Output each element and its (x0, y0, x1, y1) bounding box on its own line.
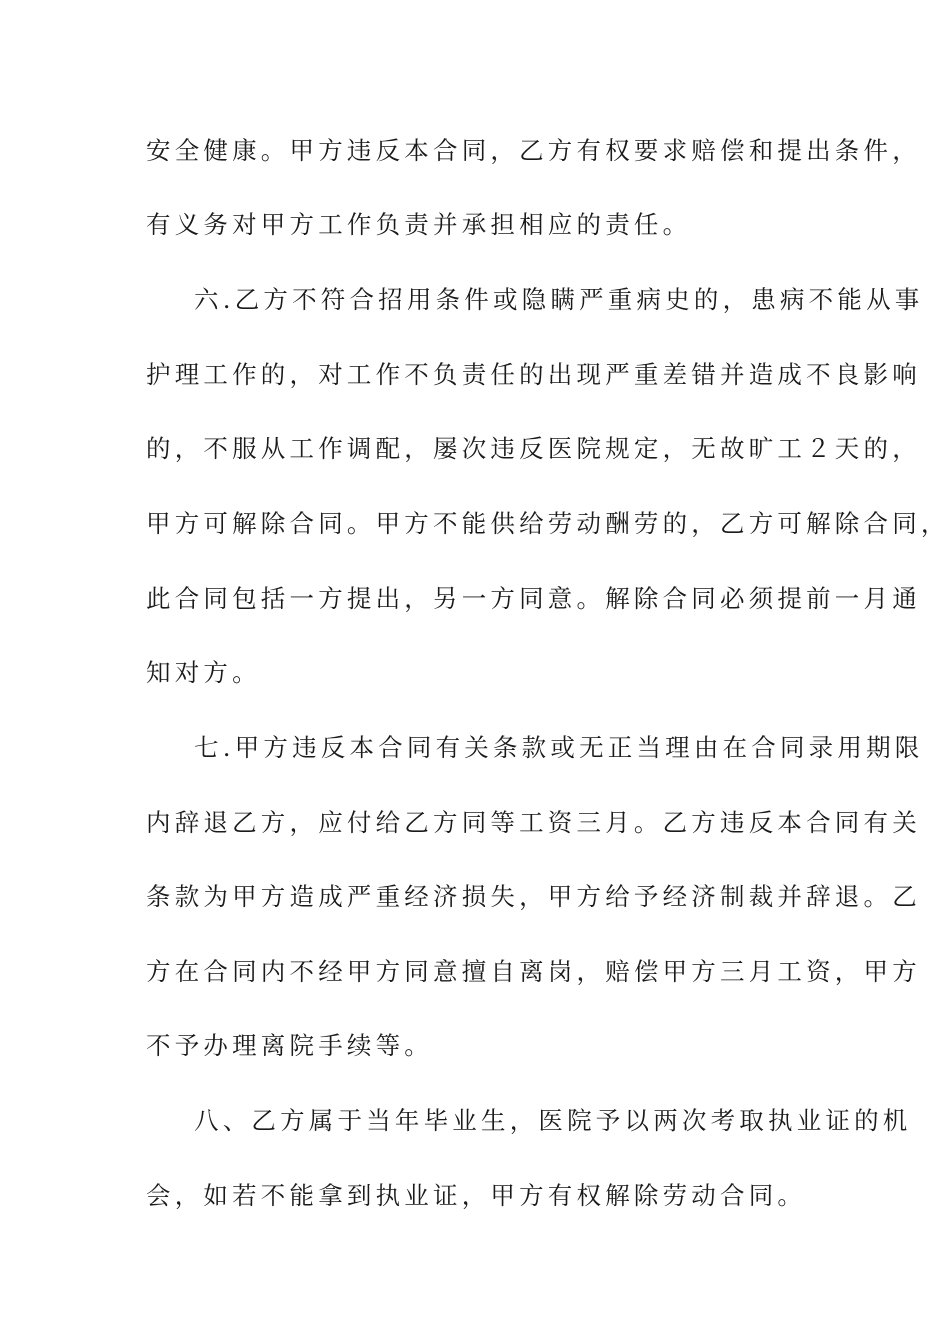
text-line: 内辞退乙方，应付给乙方同等工资三月。乙方违反本合同有关 (146, 808, 921, 837)
text-line: 的，不服从工作调配，屡次违反医院规定，无故旷工２天的， (146, 434, 921, 463)
text-line: 护理工作的，对工作不负责任的出现严重差错并造成不良影响 (146, 360, 921, 389)
text-line: 方在合同内不经甲方同意擅自离岗，赔偿甲方三月工资，甲方 (146, 957, 921, 986)
text-line: 会，如若不能拿到执业证，甲方有权解除劳动合同。 (146, 1181, 807, 1210)
paragraph-start-line: 六.乙方不符合招用条件或隐瞒严重病史的，患病不能从事 (194, 285, 924, 314)
paragraph-start-line: 八、乙方属于当年毕业生，医院予以两次考取执业证的机 (194, 1106, 912, 1135)
text-line: 甲方可解除合同。甲方不能供给劳动酬劳的，乙方可解除合同， (146, 509, 950, 538)
text-line: 有义务对甲方工作负责并承担相应的责任。 (146, 210, 692, 239)
paragraph-start-line: 七.甲方违反本合同有关条款或无正当理由在合同录用期限 (194, 733, 924, 762)
text-line: 知对方。 (146, 658, 261, 687)
text-line: 安全健康。甲方违反本合同，乙方有权要求赔偿和提出条件， (146, 136, 921, 165)
text-line: 条款为甲方造成严重经济损失，甲方给予经济制裁并辞退。乙 (146, 882, 921, 911)
text-line: 此合同包括一方提出，另一方同意。解除合同必须提前一月通 (146, 584, 921, 613)
text-line: 不予办理离院手续等。 (146, 1031, 433, 1060)
